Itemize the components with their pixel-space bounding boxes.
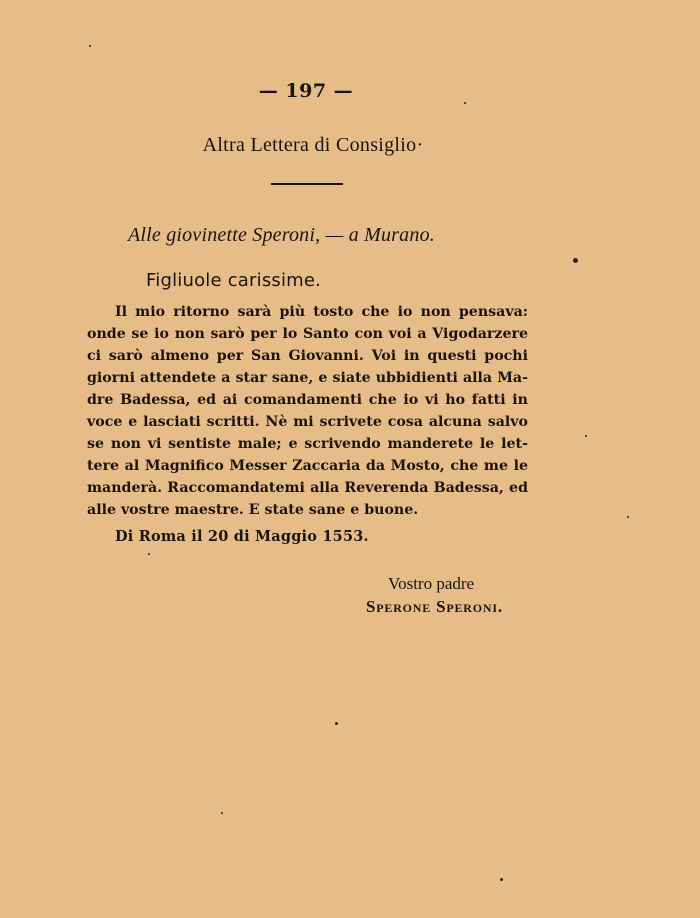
paper-speck <box>148 553 150 555</box>
letter-closing: Vostro padre <box>388 574 475 593</box>
body-line: dre Badessa, ed ai comandamenti che io vi ho fatti in <box>87 392 528 408</box>
letter-salutation: Figliuole carissime. <box>146 270 322 291</box>
letter-addressee: Alle giovinette Speroni, — a Murano. <box>128 224 435 246</box>
body-line: tere al Magnifico Messer Zaccaria da Mosto, che me le <box>87 458 528 474</box>
paper-speck <box>221 812 223 814</box>
paper-speck <box>335 722 338 725</box>
page-number: — 197 — <box>258 80 354 102</box>
body-line: ci sarò almeno per San Giovanni. Voi in questi pochi <box>87 348 528 364</box>
body-line: manderà. Raccomandatemi alla Reverenda Badessa, ed <box>87 480 528 496</box>
body-line: se non vi sentiste male; e scrivendo manderete le let- <box>87 436 528 452</box>
letter-body <box>87 301 528 521</box>
body-line: alle vostre maestre. E state sane e buone. <box>87 502 419 518</box>
paper-speck <box>464 102 466 104</box>
letter-signature: Sperone Speroni. <box>366 597 503 616</box>
paper-speck <box>627 516 629 518</box>
letter-dateline: Di Roma il 20 di Maggio 1553. <box>115 528 369 545</box>
body-line: onde se io non sarò per lo Santo con voi a Vigodarzere <box>87 326 528 342</box>
body-line: Il mio ritorno sarà più tosto che io non pensava: <box>115 304 528 320</box>
letter-title: Altra Lettera di Consiglio· <box>202 134 424 156</box>
paper-speck <box>573 258 578 263</box>
body-line: giorni attendete a star sane, e siate ubbidienti alla Ma- <box>87 370 528 386</box>
paper-speck <box>89 45 91 47</box>
title-rule-divider <box>271 183 343 185</box>
paper-speck <box>585 435 587 437</box>
body-line: voce e lasciati scritti. Nè mi scrivete cosa alcuna salvo <box>87 414 528 430</box>
paper-speck <box>500 878 503 881</box>
